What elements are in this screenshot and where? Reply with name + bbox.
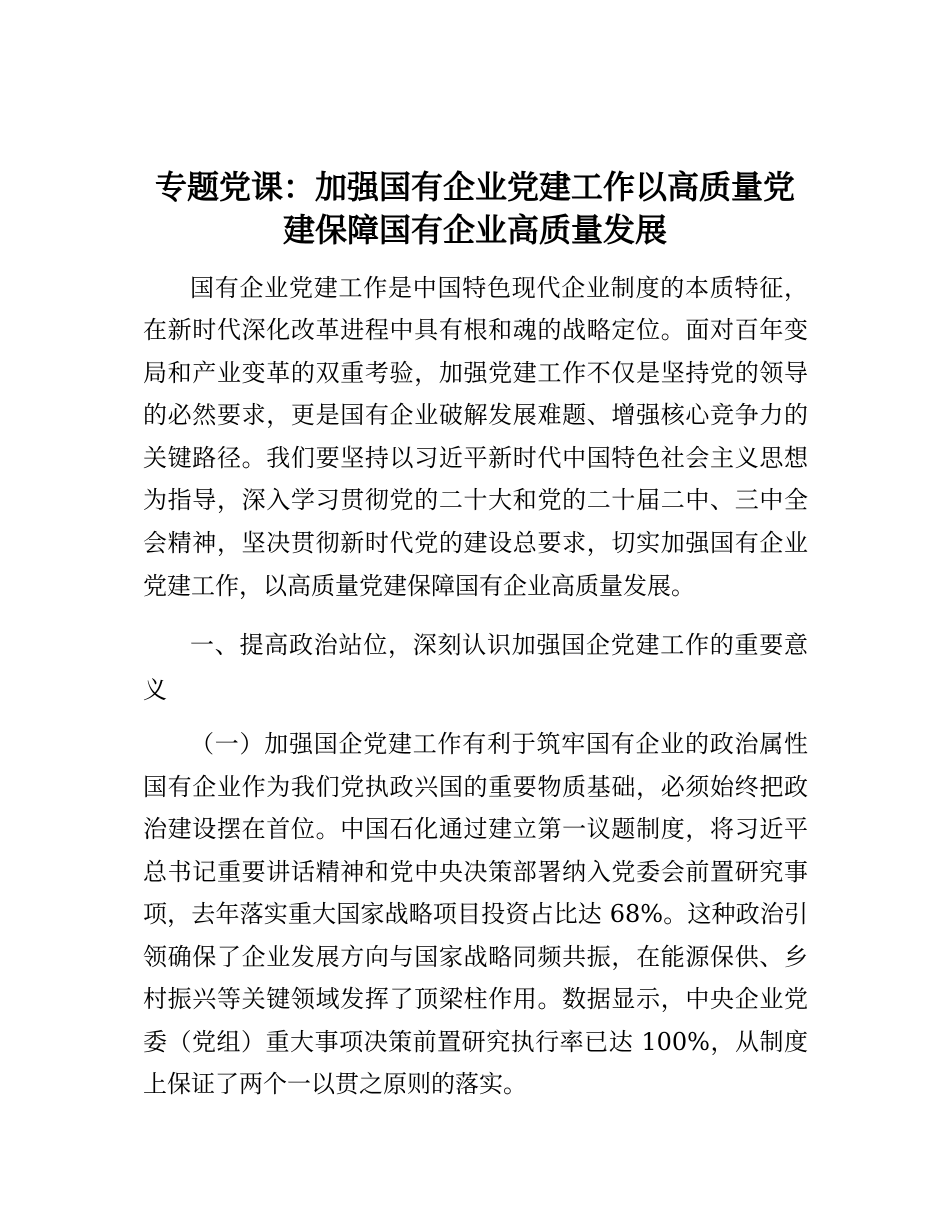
heading-line: 义 [143, 676, 167, 704]
paragraph-line: 国有企业党建工作是中国特色现代企业制度的本质特征， [190, 274, 808, 302]
subsection-heading: （一）加强国企党建工作有利于筑牢国有企业的政治属性 [190, 730, 808, 758]
heading-line: 一、提高政治站位，深刻认识加强国企党建工作的重要意 [190, 631, 808, 659]
paragraph-line: 项，去年落实重大国家战略项目投资占比达 68%。这种政治引 [143, 900, 808, 928]
paragraph-line: 国有企业作为我们党执政兴国的重要物质基础，必须始终把政 [143, 773, 808, 801]
paragraph-line: 关键路径。我们要坚持以习近平新时代中国特色社会主义思想 [143, 444, 808, 472]
paragraph-line: 治建设摆在首位。中国石化通过建立第一议题制度，将习近平 [143, 815, 808, 843]
paragraph-line: 在新时代深化改革进程中具有根和魂的战略定位。面对百年变 [143, 316, 808, 344]
paragraph-line: 会精神，坚决贯彻新时代党的建设总要求，切实加强国有企业 [143, 529, 808, 557]
paragraph-line: 委（党组）重大事项决策前置研究执行率已达 100%，从制度 [143, 1028, 808, 1056]
paragraph-line: 局和产业变革的双重考验，加强党建工作不仅是坚持党的领导 [143, 359, 808, 387]
document-title-line-1: 专题党课：加强国有企业党建工作以高质量党 [154, 168, 795, 206]
document-title-line-2: 建保障国有企业高质量发展 [282, 211, 667, 249]
paragraph-line: 总书记重要讲话精神和党中央决策部署纳入党委会前置研究事 [143, 858, 808, 886]
paragraph-line: 党建工作，以高质量党建保障国有企业高质量发展。 [143, 572, 695, 600]
paragraph-line: 为指导，深入学习贯彻党的二十大和党的二十届二中、三中全 [143, 486, 808, 514]
paragraph-line: 领确保了企业发展方向与国家战略同频共振，在能源保供、乡 [143, 943, 808, 971]
paragraph-line: 的必然要求，更是国有企业破解发展难题、增强核心竞争力的 [143, 401, 808, 429]
paragraph-line: 上保证了两个一以贯之原则的落实。 [143, 1070, 527, 1098]
paragraph-line: 村振兴等关键领域发挥了顶梁柱作用。数据显示，中央企业党 [143, 985, 808, 1013]
